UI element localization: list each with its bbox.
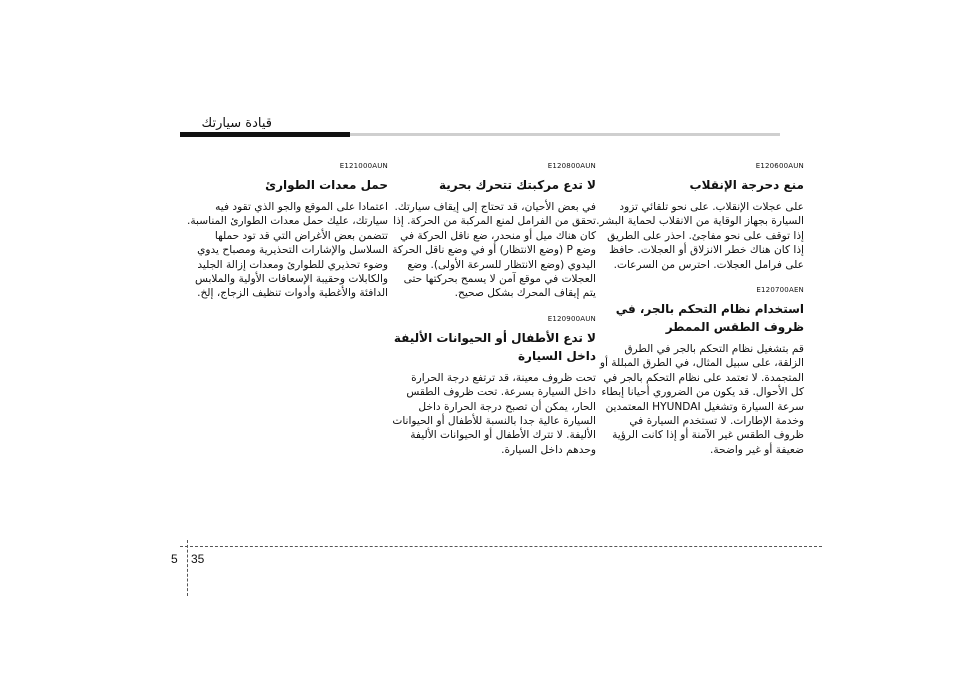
column-left [180, 162, 388, 315]
header-rule [350, 133, 780, 136]
section-title: استخدام نظام التحكم بالجر، في ظروف الطقس الممطر [615, 302, 804, 335]
section-title: حمل معدات الطوارئ [265, 178, 388, 192]
running-header-title: قيادة سيارتك [201, 116, 272, 131]
section-code: E120700AEN [756, 286, 804, 295]
section-title: لا تدع مركبتك تتحرك بحرية [438, 178, 596, 192]
column-right [596, 162, 804, 471]
section-children-pets [388, 315, 596, 457]
section-code: E120600AUN [755, 162, 804, 170]
section-title: لا تدع الأطفال أو الحيوانات الأليفة داخل السيارة [393, 330, 596, 363]
section-body: في بعض الأحيان، قد تحتاج إلى إيقاف سيارتك. تحقق من الفرامل لمنع المركبة من الحركة. إذا كان هناك ميل أو منحدر، ضع ناقل الحركة في وضع P (وضع الانتظار) أو في وضع ناقل الحركة اليدوي (وضع الانتظار للسرعة الأولى). وضع العجلات في موقع آمن لا يسمح بحركتها حتى يتم إيقاف المحرك بشكل صحيح. [392, 201, 596, 300]
section-traction-control [596, 286, 804, 457]
section-body: على عجلات الإنقلاب. على نحو تلقائي تزود السيارة بجهاز الوقاية من الانقلاب لحماية البشر. إذا توقف على نحو مفاجئ. احذر على الطريق إذا كان هناك خطر الانزلاق أو العجلات. حافظ على فرامل العجلات. احترس من السرعات. [596, 201, 804, 271]
header-rule-accent [180, 132, 350, 137]
section-vehicle-rolling [388, 162, 596, 301]
section-code: E121000AUN [339, 162, 388, 170]
section-code: E120900AUN [547, 314, 596, 323]
section-rollback-prevention [596, 162, 804, 272]
footer-divider [187, 540, 188, 596]
section-body: تحت ظروف معينة، قد ترتفع درجة الحرارة داخل السيارة بسرعة. تحت ظروف الطقس الحار، يمكن أن تصبح درجة الحرارة داخل السيارة عالية جدا بالنسبة للأطفال أو الحيوانات الأليفة. لا تترك الأطفال أو الحيوانات الأليفة وحدهم داخل السيارة. [392, 371, 596, 456]
page-number: 35 [191, 552, 205, 566]
footer-rule [180, 546, 822, 547]
section-emergency-equipment [180, 162, 388, 301]
chapter-number: 5 [171, 552, 178, 566]
section-body: اعتمادا على الموقع والجو الذي تقود فيه سيارتك، عليك حمل معدات الطوارئ المناسبة. تتضمن بعض الأغراض التي قد تود حملها السلاسل والإشارات التحذيرية ومصباح يدوي وضوء تحذيري للطوارئ ومعدات إزالة الجليد والكابلات وحقيبة الإسعافات الأولية والملابس الدافئة والأغطية وأدوات تنظيف الزجاج، إلخ. [187, 201, 388, 300]
section-body: قم بتشغيل نظام التحكم بالجر في الطرق الزلقة، على سبيل المثال، في الطرق المبللة أو المتجمدة. لا تعتمد على نظام التحكم بالجر في كل الأحوال. قد يكون من الضروري أحيانا إبطاء سرعة السيارة وتشغيل HYUNDAI المعتمدين وخدمة الإطارات. لا تستخدم السيارة في ظروف الطقس غير الآمنة أو إذا كانت الرؤية ضعيفة أو غير واضحة. [599, 343, 804, 456]
column-middle [388, 162, 596, 471]
section-title: منع دحرجة الإنقلاب [689, 178, 804, 192]
section-code: E120800AUN [547, 162, 596, 170]
